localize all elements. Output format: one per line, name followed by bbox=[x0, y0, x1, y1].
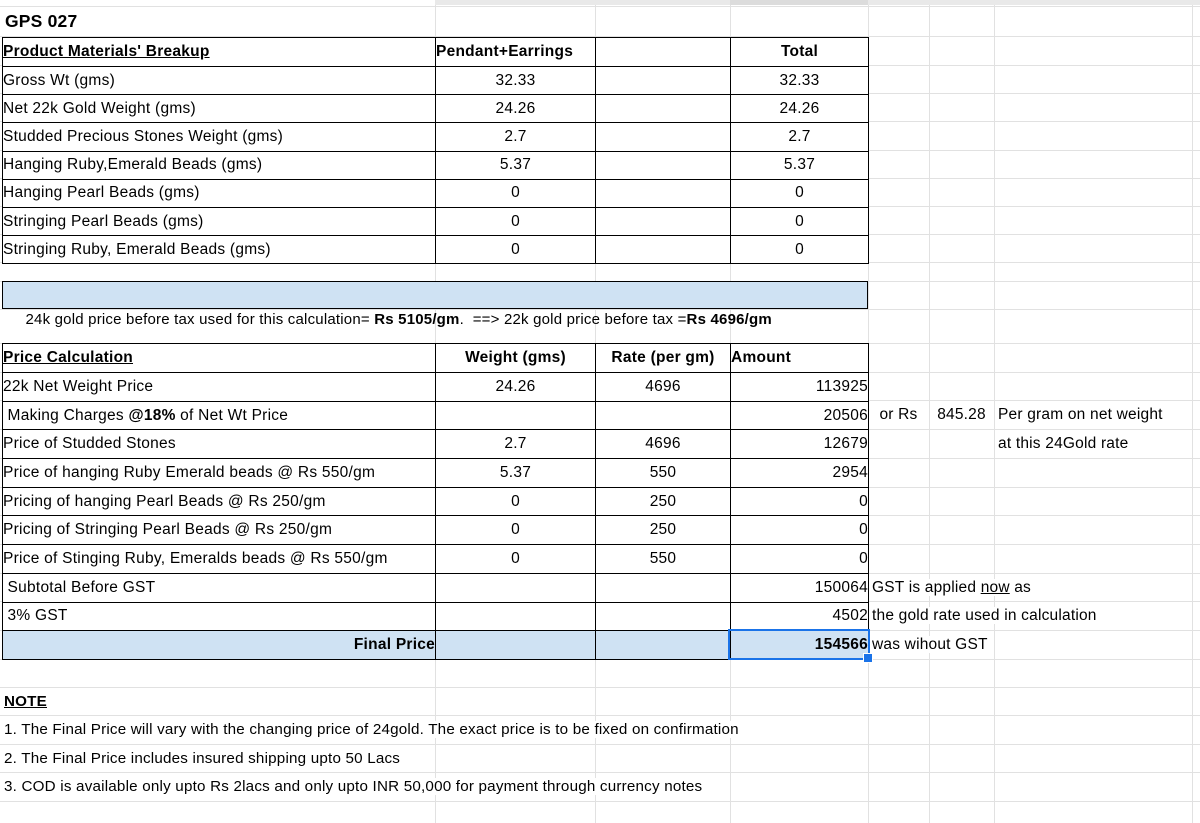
price-header-amount-cell[interactable]: Amount bbox=[731, 344, 869, 373]
price-weight-cell[interactable]: 5.37 bbox=[436, 459, 596, 488]
table-row bbox=[3, 430, 869, 459]
price-rate-cell[interactable]: 250 bbox=[596, 516, 731, 545]
price-header-rate-cell[interactable]: Rate (per gm) bbox=[596, 344, 731, 373]
gold-rate-note-cell[interactable]: at this 24Gold rate bbox=[998, 435, 1129, 452]
final-price-row bbox=[3, 631, 869, 660]
price-amount-cell[interactable]: 12679 bbox=[731, 430, 869, 459]
price-weight-cell[interactable] bbox=[436, 631, 596, 660]
price-weight-cell[interactable] bbox=[436, 602, 596, 631]
table-row bbox=[3, 516, 869, 545]
price-rate-cell[interactable] bbox=[596, 602, 731, 631]
table-row bbox=[3, 67, 869, 95]
gridline bbox=[0, 801, 1200, 802]
material-pendant-cell[interactable]: 0 bbox=[436, 236, 596, 264]
banner-rate-24k: Rs 5105/gm bbox=[374, 311, 460, 328]
price-amount-cell[interactable]: 113925 bbox=[731, 373, 869, 402]
price-amount-cell[interactable]: 0 bbox=[731, 516, 869, 545]
material-spacer-cell[interactable] bbox=[596, 67, 731, 95]
materials-table bbox=[2, 37, 869, 264]
price-rate-cell[interactable] bbox=[596, 401, 731, 430]
material-spacer-cell[interactable] bbox=[596, 123, 731, 151]
material-spacer-cell[interactable] bbox=[596, 207, 731, 235]
making-charges-post: of Net Wt Price bbox=[175, 406, 289, 424]
sheet-title-cell[interactable]: GPS 027 bbox=[5, 7, 81, 36]
gridline bbox=[0, 687, 1200, 688]
material-label-cell[interactable]: Studded Precious Stones Weight (gms) bbox=[3, 123, 436, 151]
gridline bbox=[1192, 0, 1193, 823]
gold-rate-banner-cell[interactable] bbox=[2, 281, 868, 328]
price-rate-cell[interactable]: 550 bbox=[596, 459, 731, 488]
material-spacer-cell[interactable] bbox=[596, 95, 731, 123]
material-spacer-cell[interactable] bbox=[596, 179, 731, 207]
price-rate-cell[interactable] bbox=[596, 573, 731, 602]
material-label-cell[interactable]: Stringing Pearl Beads (gms) bbox=[3, 207, 436, 235]
table-row bbox=[3, 123, 869, 151]
material-label-cell[interactable]: Stringing Ruby, Emerald Beads (gms) bbox=[3, 236, 436, 264]
material-pendant-cell[interactable]: 2.7 bbox=[436, 123, 596, 151]
gst-label-cell[interactable]: 3% GST bbox=[3, 602, 436, 631]
table-row bbox=[3, 207, 869, 235]
material-pendant-cell[interactable]: 0 bbox=[436, 207, 596, 235]
subtotal-amount-cell[interactable]: 150064 bbox=[731, 573, 869, 602]
material-pendant-cell[interactable]: 24.26 bbox=[436, 95, 596, 123]
table-row bbox=[3, 545, 869, 574]
gold-rate-used-note-cell[interactable]: the gold rate used in calculation bbox=[872, 607, 1097, 624]
table-row bbox=[3, 401, 869, 430]
table-row bbox=[3, 373, 869, 402]
price-weight-cell[interactable]: 2.7 bbox=[436, 430, 596, 459]
price-header-label-cell[interactable]: Price Calculation bbox=[3, 344, 436, 373]
price-weight-cell[interactable]: 0 bbox=[436, 487, 596, 516]
making-per-gram-note-cell[interactable]: Per gram on net weight bbox=[998, 406, 1163, 423]
price-label-cell[interactable]: Price of hanging Ruby Emerald beads @ Rs 550/gm bbox=[3, 459, 436, 488]
gst-note-pre: GST is applied bbox=[872, 579, 981, 596]
price-rate-cell[interactable]: 250 bbox=[596, 487, 731, 516]
price-label-cell[interactable]: Pricing of Stringing Pearl Beads @ Rs 250/gm bbox=[3, 516, 436, 545]
making-or-rs-cell[interactable]: or Rs bbox=[879, 406, 918, 423]
price-rate-cell[interactable] bbox=[596, 631, 731, 660]
gridline bbox=[994, 0, 995, 823]
material-label-cell[interactable]: Net 22k Gold Weight (gms) bbox=[3, 95, 436, 123]
price-weight-cell[interactable]: 0 bbox=[436, 545, 596, 574]
gst-applied-note-cell[interactable] bbox=[872, 573, 1031, 602]
price-amount-cell[interactable]: 0 bbox=[731, 545, 869, 574]
table-row bbox=[3, 95, 869, 123]
materials-header-row bbox=[3, 38, 869, 67]
note-item-cell[interactable]: 1. The Final Price will vary with the changing price of 24gold. The exact price is to be fixed on confirmation bbox=[4, 715, 742, 744]
table-row bbox=[3, 487, 869, 516]
making-charges-percent: @18% bbox=[128, 406, 176, 424]
price-label-cell[interactable] bbox=[3, 401, 436, 430]
price-amount-cell[interactable]: 0 bbox=[731, 487, 869, 516]
table-row bbox=[3, 459, 869, 488]
without-gst-note-cell[interactable]: was wihout GST bbox=[872, 636, 988, 653]
final-price-label-cell[interactable]: Final Price bbox=[3, 631, 436, 660]
material-label-cell[interactable]: Hanging Ruby,Emerald Beads (gms) bbox=[3, 151, 436, 179]
material-pendant-cell[interactable]: 32.33 bbox=[436, 67, 596, 95]
price-weight-cell[interactable] bbox=[436, 573, 596, 602]
materials-header-spacer-cell[interactable] bbox=[596, 38, 731, 67]
material-total-cell[interactable]: 0 bbox=[731, 207, 869, 235]
price-weight-cell[interactable] bbox=[436, 401, 596, 430]
subtotal-label-cell[interactable]: Subtotal Before GST bbox=[3, 573, 436, 602]
materials-header-pendant-cell[interactable]: Pendant+Earrings bbox=[436, 38, 596, 67]
material-pendant-cell[interactable]: 0 bbox=[436, 179, 596, 207]
material-total-cell[interactable]: 32.33 bbox=[731, 67, 869, 95]
material-total-cell[interactable]: 0 bbox=[731, 179, 869, 207]
material-total-cell[interactable]: 24.26 bbox=[731, 95, 869, 123]
material-label-cell[interactable]: Gross Wt (gms) bbox=[3, 67, 436, 95]
subtotal-row bbox=[3, 573, 869, 602]
note-item-cell[interactable]: 3. COD is available only upto Rs 2lacs and only upto INR 50,000 for payment through currency notes bbox=[4, 772, 705, 801]
making-charges-pre: Making Charges bbox=[3, 406, 129, 424]
banner-text-mid: . ==> 22k gold price before tax = bbox=[459, 311, 687, 328]
gst-amount-cell[interactable]: 4502 bbox=[731, 602, 869, 631]
table-row bbox=[3, 236, 869, 264]
price-label-cell[interactable]: 22k Net Weight Price bbox=[3, 373, 436, 402]
material-total-cell[interactable]: 5.37 bbox=[731, 151, 869, 179]
final-price-amount-cell[interactable]: 154566 bbox=[731, 631, 869, 660]
price-weight-cell[interactable]: 0 bbox=[436, 516, 596, 545]
materials-header-total-cell[interactable]: Total bbox=[731, 38, 869, 67]
gridline bbox=[0, 6, 1200, 7]
banner-rate-22k: Rs 4696/gm bbox=[686, 311, 772, 328]
price-calculation-table bbox=[2, 343, 869, 660]
price-header-row bbox=[3, 344, 869, 373]
price-label-cell[interactable]: Price of Stinging Ruby, Emeralds beads @ Rs 550/gm bbox=[3, 545, 436, 574]
material-total-cell[interactable]: 0 bbox=[731, 236, 869, 264]
material-spacer-cell[interactable] bbox=[596, 236, 731, 264]
material-spacer-cell[interactable] bbox=[596, 151, 731, 179]
price-rate-cell[interactable]: 4696 bbox=[596, 373, 731, 402]
banner-text-pre: 24k gold price before tax used for this calculation= bbox=[25, 311, 375, 328]
note-heading-cell[interactable]: NOTE bbox=[4, 687, 50, 716]
gst-row bbox=[3, 602, 869, 631]
price-header-weight-cell[interactable]: Weight (gms) bbox=[436, 344, 596, 373]
material-total-cell[interactable]: 2.7 bbox=[731, 123, 869, 151]
note-item-cell[interactable]: 2. The Final Price includes insured shipping upto 50 Lacs bbox=[4, 744, 403, 773]
gst-note-now: now bbox=[980, 579, 1010, 596]
materials-header-label-cell[interactable]: Product Materials' Breakup bbox=[3, 38, 436, 67]
gst-note-post: as bbox=[1009, 579, 1032, 596]
price-amount-cell[interactable]: 2954 bbox=[731, 459, 869, 488]
price-label-cell[interactable]: Price of Studded Stones bbox=[3, 430, 436, 459]
table-row bbox=[3, 151, 869, 179]
material-label-cell[interactable]: Hanging Pearl Beads (gms) bbox=[3, 179, 436, 207]
making-per-gram-value-cell[interactable]: 845.28 bbox=[937, 406, 986, 423]
price-weight-cell[interactable]: 24.26 bbox=[436, 373, 596, 402]
price-rate-cell[interactable]: 550 bbox=[596, 545, 731, 574]
price-amount-cell[interactable]: 20506 bbox=[731, 401, 869, 430]
price-label-cell[interactable]: Pricing of hanging Pearl Beads @ Rs 250/gm bbox=[3, 487, 436, 516]
price-rate-cell[interactable]: 4696 bbox=[596, 430, 731, 459]
material-pendant-cell[interactable]: 5.37 bbox=[436, 151, 596, 179]
table-row bbox=[3, 179, 869, 207]
cut-off-row-sliver-dark bbox=[730, 0, 868, 5]
